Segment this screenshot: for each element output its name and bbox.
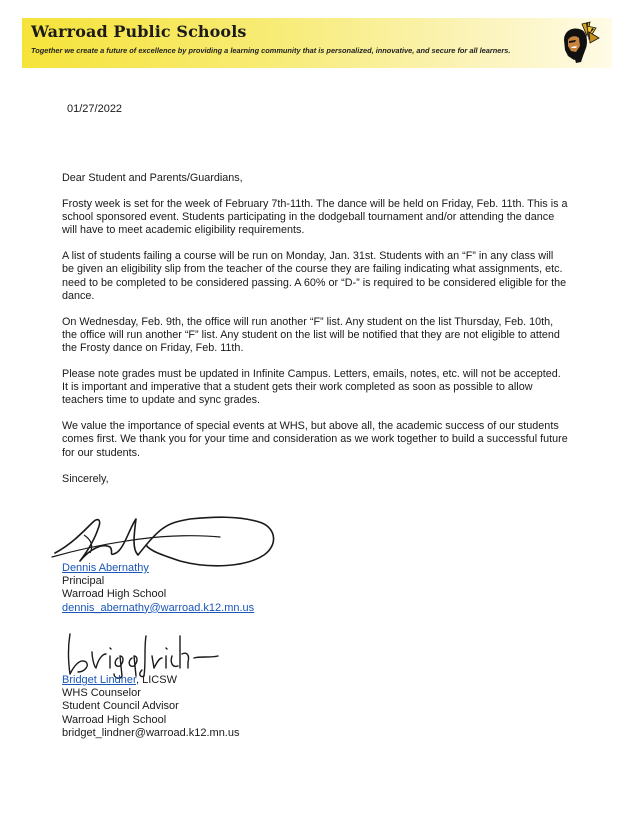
letter-greeting: Dear Student and Parents/Guardians, [62,172,243,184]
paragraph-failing-list: A list of students failing a course will be run on Monday, Jan. 31st. Students with an “F” in any class will be given an eligibility slip from the teacher of the course they are failing indicating what assignments, etc. need to be completed to be considered passing. A 60% or “D-” is required to be considered eligible for the dance. [62,250,567,302]
letterhead-banner [22,18,612,68]
counselor-title-advisor: Student Council Advisor [62,700,179,713]
school-tagline: Together we create a future of excellence by providing a learning community that is personalized, innovative, and secure for all learners. [31,46,511,55]
counselor-title: WHS Counselor [62,687,141,700]
paragraph-infinite-campus: Please note grades must be updated in Infinite Campus. Letters, emails, notes, etc. will not be accepted. It is important and imperative that a student gets their work completed as soon as possible to allow teachers time to update and sync grades. [62,368,561,407]
counselor-signature-block [62,674,239,740]
letter-body [62,172,568,499]
principal-signature-block [62,562,254,615]
principal-email-link[interactable]: dennis_abernathy@warroad.k12.mn.us [62,601,255,614]
paragraph-closing-remarks: We value the importance of special events at WHS, but above all, the academic success of our students comes first. We thank you for your time and consideration as we work together to build a successful future for our students. [62,420,568,459]
counselor-credential: , LICSW [136,674,177,686]
school-name: Warroad Public Schools [31,22,247,41]
paragraph-second-list: On Wednesday, Feb. 9th, the office will run another “F” list. Any student on the list Thursday, Feb. 10th, the office will run another “F” list. Any student on the list will be notified that they are not eligible to attend the Frosty dance on Friday, Feb. 11th. [62,315,560,354]
counselor-name-link[interactable]: Bridget Lindner [62,674,136,686]
warrior-logo-icon [556,20,600,64]
letter-closing: Sincerely, [62,472,109,485]
letter-date: 01/27/2022 [67,103,123,115]
principal-name-link[interactable]: Dennis Abernathy [62,562,149,574]
counselor-signature-icon [62,628,222,680]
counselor-email: bridget_lindner@warroad.k12.mn.us [62,726,240,739]
principal-org: Warroad High School [62,588,167,601]
paragraph-frosty-week: Frosty week is set for the week of February 7th-11th. The dance will be held on Friday, Feb. 11th. This is a school sponsored event. Students participating in the dodgeball tournament and/or attending the dance will have to meet academic eligibility requirements. [62,198,568,237]
principal-title: Principal [62,575,105,588]
counselor-org: Warroad High School [62,713,167,726]
